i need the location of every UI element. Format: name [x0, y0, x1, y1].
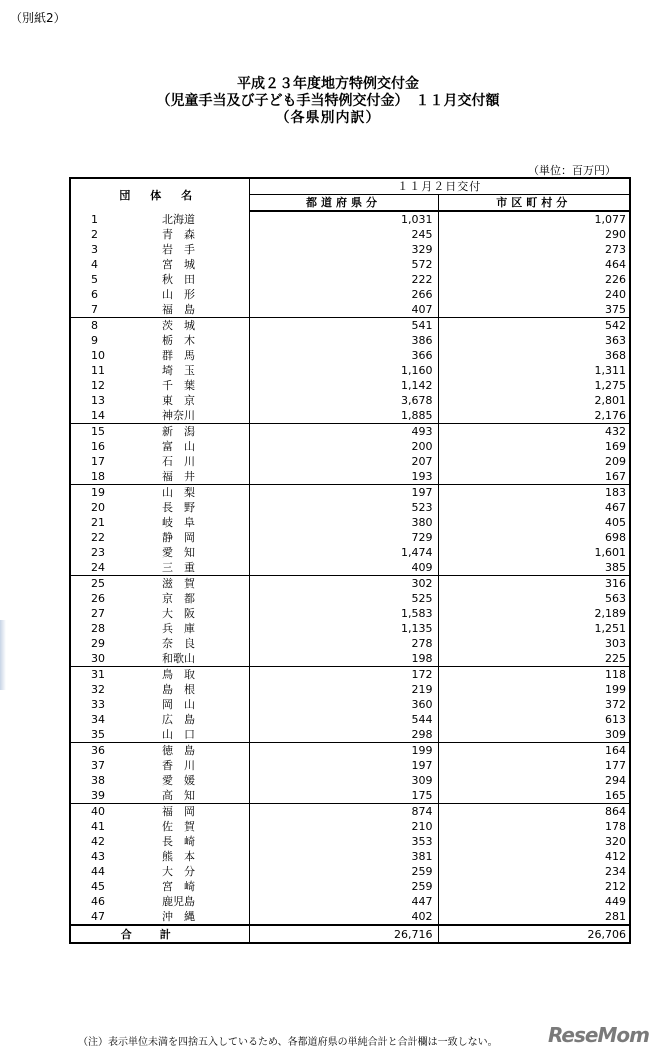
row-municipality-amount: 542 — [438, 318, 630, 334]
row-name: 大 阪 — [114, 606, 249, 621]
table-row — [70, 591, 630, 606]
row-number: 45 — [70, 879, 114, 894]
table-row — [70, 378, 630, 393]
row-name: 大 分 — [114, 864, 249, 879]
row-municipality-amount: 412 — [438, 849, 630, 864]
table-row — [70, 682, 630, 697]
row-number: 23 — [70, 545, 114, 560]
row-prefecture-amount: 729 — [249, 530, 438, 545]
row-municipality-amount: 178 — [438, 819, 630, 834]
row-number: 39 — [70, 788, 114, 804]
row-municipality-amount: 467 — [438, 500, 630, 515]
table-row — [70, 393, 630, 408]
annex-label: （別紙2） — [10, 11, 66, 25]
row-number: 3 — [70, 242, 114, 257]
table-row — [70, 621, 630, 636]
table-row — [70, 773, 630, 788]
row-municipality-amount: 281 — [438, 909, 630, 925]
row-number: 8 — [70, 318, 114, 334]
table-row — [70, 651, 630, 667]
row-name: 岡 山 — [114, 697, 249, 712]
row-name: 茨 城 — [114, 318, 249, 334]
row-prefecture-amount: 447 — [249, 894, 438, 909]
row-name: 神奈川 — [114, 408, 249, 424]
row-prefecture-amount: 259 — [249, 864, 438, 879]
row-name: 滋 賀 — [114, 576, 249, 592]
row-prefecture-amount: 360 — [249, 697, 438, 712]
row-prefecture-amount: 309 — [249, 773, 438, 788]
row-municipality-amount: 385 — [438, 560, 630, 576]
row-number: 11 — [70, 363, 114, 378]
row-municipality-amount: 449 — [438, 894, 630, 909]
table-row — [70, 469, 630, 485]
title-line-2: （児童手当及び子ども手当特例交付金） １１月交付額 — [156, 93, 500, 109]
unit-label: （単位：百万円） — [528, 164, 616, 177]
row-municipality-amount: 1,077 — [438, 211, 630, 227]
row-prefecture-amount: 197 — [249, 758, 438, 773]
row-name: 岐 阜 — [114, 515, 249, 530]
row-name: 和歌山 — [114, 651, 249, 667]
row-number: 36 — [70, 743, 114, 759]
row-number: 44 — [70, 864, 114, 879]
table-row — [70, 485, 630, 501]
row-municipality-amount: 698 — [438, 530, 630, 545]
row-municipality-amount: 320 — [438, 834, 630, 849]
row-name: 香 川 — [114, 758, 249, 773]
row-name: 島 根 — [114, 682, 249, 697]
row-prefecture-amount: 402 — [249, 909, 438, 925]
row-prefecture-amount: 219 — [249, 682, 438, 697]
row-name: 栃 木 — [114, 333, 249, 348]
table-row — [70, 333, 630, 348]
table-row — [70, 439, 630, 454]
row-number: 19 — [70, 485, 114, 501]
row-number: 5 — [70, 272, 114, 287]
title-line-1: 平成２３年度地方特例交付金 — [237, 76, 419, 92]
row-municipality-amount: 563 — [438, 591, 630, 606]
row-number: 24 — [70, 560, 114, 576]
row-prefecture-amount: 200 — [249, 439, 438, 454]
table-row — [70, 864, 630, 879]
row-name: 静 岡 — [114, 530, 249, 545]
row-name: 鳥 取 — [114, 667, 249, 683]
table-row — [70, 454, 630, 469]
row-name: 高 知 — [114, 788, 249, 804]
row-municipality-amount: 363 — [438, 333, 630, 348]
row-municipality-amount: 864 — [438, 804, 630, 820]
row-number: 18 — [70, 469, 114, 485]
header-name: 団 体 名 — [70, 178, 249, 211]
left-edge-fragment — [0, 620, 6, 690]
allocation-table — [69, 177, 631, 944]
table-row — [70, 272, 630, 287]
row-prefecture-amount: 197 — [249, 485, 438, 501]
row-name: 鹿児島 — [114, 894, 249, 909]
total-municipality-amount: 26,706 — [438, 925, 630, 943]
row-municipality-amount: 209 — [438, 454, 630, 469]
row-name: 福 岡 — [114, 804, 249, 820]
table-row — [70, 545, 630, 560]
row-prefecture-amount: 353 — [249, 834, 438, 849]
row-prefecture-amount: 298 — [249, 727, 438, 743]
row-number: 31 — [70, 667, 114, 683]
row-number: 6 — [70, 287, 114, 302]
row-prefecture-amount: 266 — [249, 287, 438, 302]
row-number: 27 — [70, 606, 114, 621]
row-municipality-amount: 613 — [438, 712, 630, 727]
row-prefecture-amount: 541 — [249, 318, 438, 334]
row-name: 兵 庫 — [114, 621, 249, 636]
row-municipality-amount: 273 — [438, 242, 630, 257]
table-row — [70, 727, 630, 743]
row-name: 福 島 — [114, 302, 249, 318]
row-number: 21 — [70, 515, 114, 530]
title-line-3: （各県別内訳） — [275, 110, 381, 126]
row-number: 35 — [70, 727, 114, 743]
table-row — [70, 712, 630, 727]
row-name: 群 馬 — [114, 348, 249, 363]
row-name: 佐 賀 — [114, 819, 249, 834]
table-row — [70, 743, 630, 759]
row-prefecture-amount: 329 — [249, 242, 438, 257]
row-name: 愛 知 — [114, 545, 249, 560]
row-number: 41 — [70, 819, 114, 834]
footnote: （注）表示単位未満を四捨五入しているため、各都道府県の単純合計と合計欄は一致しない。 — [78, 1037, 498, 1048]
row-name: 千 葉 — [114, 378, 249, 393]
row-name: 奈 良 — [114, 636, 249, 651]
row-municipality-amount: 1,275 — [438, 378, 630, 393]
row-prefecture-amount: 1,160 — [249, 363, 438, 378]
row-prefecture-amount: 3,678 — [249, 393, 438, 408]
row-municipality-amount: 290 — [438, 227, 630, 242]
row-number: 40 — [70, 804, 114, 820]
row-municipality-amount: 2,801 — [438, 393, 630, 408]
row-municipality-amount: 225 — [438, 651, 630, 667]
row-municipality-amount: 183 — [438, 485, 630, 501]
row-prefecture-amount: 1,474 — [249, 545, 438, 560]
table-row — [70, 606, 630, 621]
row-municipality-amount: 240 — [438, 287, 630, 302]
row-name: 山 梨 — [114, 485, 249, 501]
table-row — [70, 302, 630, 318]
row-municipality-amount: 303 — [438, 636, 630, 651]
row-name: 青 森 — [114, 227, 249, 242]
row-municipality-amount: 226 — [438, 272, 630, 287]
row-municipality-amount: 464 — [438, 257, 630, 272]
row-prefecture-amount: 259 — [249, 879, 438, 894]
row-prefecture-amount: 572 — [249, 257, 438, 272]
total-row — [70, 925, 630, 943]
table-row — [70, 530, 630, 545]
document-title — [0, 76, 656, 127]
row-name: 埼 玉 — [114, 363, 249, 378]
table-row — [70, 576, 630, 592]
row-municipality-amount: 372 — [438, 697, 630, 712]
total-label: 合計 — [70, 925, 249, 943]
row-number: 26 — [70, 591, 114, 606]
table-row — [70, 834, 630, 849]
row-prefecture-amount: 1,031 — [249, 211, 438, 227]
row-name: 京 都 — [114, 591, 249, 606]
row-prefecture-amount: 175 — [249, 788, 438, 804]
row-number: 37 — [70, 758, 114, 773]
table-row — [70, 363, 630, 378]
row-municipality-amount: 1,251 — [438, 621, 630, 636]
row-municipality-amount: 177 — [438, 758, 630, 773]
row-number: 9 — [70, 333, 114, 348]
row-name: 沖 縄 — [114, 909, 249, 925]
row-name: 秋 田 — [114, 272, 249, 287]
row-name: 長 崎 — [114, 834, 249, 849]
table-row — [70, 758, 630, 773]
row-name: 宮 崎 — [114, 879, 249, 894]
table-row — [70, 242, 630, 257]
table-row — [70, 211, 630, 227]
row-prefecture-amount: 245 — [249, 227, 438, 242]
header-date: １１月２日交付 — [249, 178, 630, 195]
row-name: 長 野 — [114, 500, 249, 515]
header-municipality: 市区町村分 — [438, 195, 630, 212]
watermark-logo: ReseMom — [548, 1023, 649, 1047]
row-number: 13 — [70, 393, 114, 408]
header-row-1 — [70, 178, 630, 195]
row-number: 38 — [70, 773, 114, 788]
row-municipality-amount: 368 — [438, 348, 630, 363]
table-row — [70, 257, 630, 272]
row-prefecture-amount: 380 — [249, 515, 438, 530]
row-number: 2 — [70, 227, 114, 242]
row-number: 43 — [70, 849, 114, 864]
total-prefecture-amount: 26,716 — [249, 925, 438, 943]
row-number: 32 — [70, 682, 114, 697]
row-prefecture-amount: 544 — [249, 712, 438, 727]
row-number: 17 — [70, 454, 114, 469]
row-municipality-amount: 309 — [438, 727, 630, 743]
row-number: 29 — [70, 636, 114, 651]
row-municipality-amount: 199 — [438, 682, 630, 697]
table-row — [70, 515, 630, 530]
row-municipality-amount: 2,176 — [438, 408, 630, 424]
row-prefecture-amount: 193 — [249, 469, 438, 485]
row-number: 7 — [70, 302, 114, 318]
row-number: 42 — [70, 834, 114, 849]
table-row — [70, 424, 630, 440]
row-name: 富 山 — [114, 439, 249, 454]
row-municipality-amount: 167 — [438, 469, 630, 485]
table-row — [70, 348, 630, 363]
row-prefecture-amount: 222 — [249, 272, 438, 287]
table-row — [70, 788, 630, 804]
row-prefecture-amount: 493 — [249, 424, 438, 440]
row-name: 東 京 — [114, 393, 249, 408]
row-number: 33 — [70, 697, 114, 712]
row-municipality-amount: 375 — [438, 302, 630, 318]
row-prefecture-amount: 278 — [249, 636, 438, 651]
row-number: 28 — [70, 621, 114, 636]
row-prefecture-amount: 874 — [249, 804, 438, 820]
row-prefecture-amount: 1,142 — [249, 378, 438, 393]
row-municipality-amount: 234 — [438, 864, 630, 879]
row-number: 16 — [70, 439, 114, 454]
row-municipality-amount: 1,601 — [438, 545, 630, 560]
row-name: 山 口 — [114, 727, 249, 743]
row-name: 広 島 — [114, 712, 249, 727]
row-name: 新 潟 — [114, 424, 249, 440]
table-row — [70, 849, 630, 864]
table-row — [70, 697, 630, 712]
table-row — [70, 667, 630, 683]
row-name: 岩 手 — [114, 242, 249, 257]
row-number: 22 — [70, 530, 114, 545]
row-name: 北海道 — [114, 211, 249, 227]
table-row — [70, 560, 630, 576]
row-prefecture-amount: 1,135 — [249, 621, 438, 636]
table-row — [70, 636, 630, 651]
row-name: 徳 島 — [114, 743, 249, 759]
row-prefecture-amount: 366 — [249, 348, 438, 363]
row-prefecture-amount: 210 — [249, 819, 438, 834]
table-row — [70, 318, 630, 334]
row-prefecture-amount: 198 — [249, 651, 438, 667]
table-row — [70, 909, 630, 925]
row-municipality-amount: 432 — [438, 424, 630, 440]
row-number: 30 — [70, 651, 114, 667]
row-municipality-amount: 1,311 — [438, 363, 630, 378]
row-prefecture-amount: 409 — [249, 560, 438, 576]
row-name: 熊 本 — [114, 849, 249, 864]
row-prefecture-amount: 302 — [249, 576, 438, 592]
row-prefecture-amount: 523 — [249, 500, 438, 515]
row-prefecture-amount: 1,885 — [249, 408, 438, 424]
table-row — [70, 879, 630, 894]
row-prefecture-amount: 525 — [249, 591, 438, 606]
row-prefecture-amount: 207 — [249, 454, 438, 469]
table-row — [70, 804, 630, 820]
row-municipality-amount: 212 — [438, 879, 630, 894]
table-row — [70, 408, 630, 424]
row-number: 15 — [70, 424, 114, 440]
row-municipality-amount: 316 — [438, 576, 630, 592]
row-prefecture-amount: 1,583 — [249, 606, 438, 621]
row-number: 10 — [70, 348, 114, 363]
row-number: 34 — [70, 712, 114, 727]
row-number: 46 — [70, 894, 114, 909]
row-number: 1 — [70, 211, 114, 227]
row-name: 山 形 — [114, 287, 249, 302]
row-name: 宮 城 — [114, 257, 249, 272]
row-municipality-amount: 405 — [438, 515, 630, 530]
row-number: 4 — [70, 257, 114, 272]
table-row — [70, 819, 630, 834]
row-number: 12 — [70, 378, 114, 393]
row-municipality-amount: 164 — [438, 743, 630, 759]
row-prefecture-amount: 386 — [249, 333, 438, 348]
row-prefecture-amount: 172 — [249, 667, 438, 683]
row-name: 石 川 — [114, 454, 249, 469]
row-number: 25 — [70, 576, 114, 592]
table-row — [70, 500, 630, 515]
table-row — [70, 287, 630, 302]
row-municipality-amount: 165 — [438, 788, 630, 804]
table-row — [70, 894, 630, 909]
row-number: 20 — [70, 500, 114, 515]
row-municipality-amount: 169 — [438, 439, 630, 454]
row-prefecture-amount: 199 — [249, 743, 438, 759]
row-name: 愛 媛 — [114, 773, 249, 788]
row-prefecture-amount: 381 — [249, 849, 438, 864]
header-prefecture: 都道府県分 — [249, 195, 438, 212]
row-number: 47 — [70, 909, 114, 925]
row-municipality-amount: 2,189 — [438, 606, 630, 621]
row-prefecture-amount: 407 — [249, 302, 438, 318]
table-row — [70, 227, 630, 242]
row-municipality-amount: 294 — [438, 773, 630, 788]
row-name: 三 重 — [114, 560, 249, 576]
row-number: 14 — [70, 408, 114, 424]
row-name: 福 井 — [114, 469, 249, 485]
row-municipality-amount: 118 — [438, 667, 630, 683]
